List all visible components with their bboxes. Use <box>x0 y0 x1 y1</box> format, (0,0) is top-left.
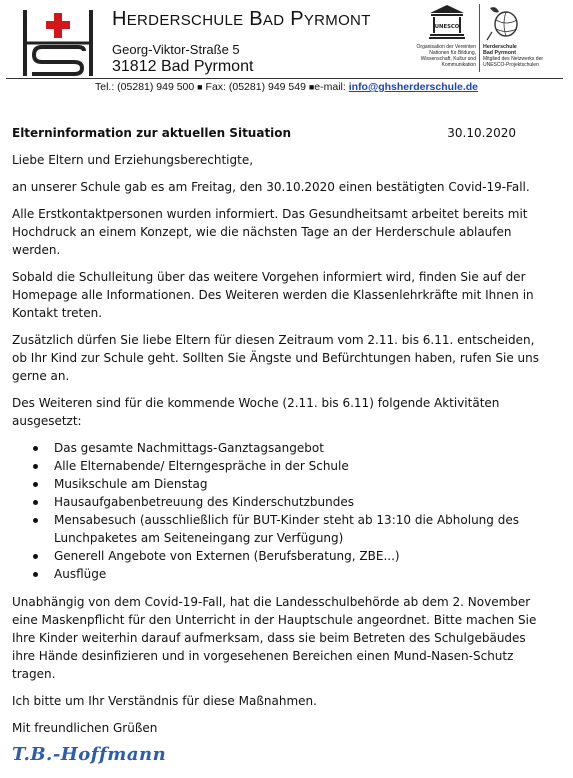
school-network-caption: Herderschule Bad Pyrmont Mitglied des Netzwerks der UNESCO-Projektschulen <box>483 44 544 68</box>
unesco-wordmark: UNESCO <box>434 24 460 30</box>
signature: T.B.-Hoffmann <box>12 744 167 765</box>
salutation: Liebe Eltern und Erziehungsberechtigte, <box>12 153 254 167</box>
school-name: HERDERSCHULE BAD PYRMONT <box>112 8 371 30</box>
letterhead-rule <box>6 78 563 79</box>
paragraph: Des Weiteren sind für die kommende Woche (2.11. bis 6.11) folgende Aktivitäten ausgesetzt: <box>12 396 500 428</box>
paragraph: Ich bitte um Ihr Verständnis für diese Maßnahmen. <box>12 694 317 708</box>
unesco-caption: Organisation der Vereinten Nationen für Bildung, Wissenschaft, Kultur und Kommunikation <box>416 44 476 68</box>
letterhead-divider <box>479 4 480 72</box>
letterhead <box>0 0 573 94</box>
list-item: Alle Elternabende/ Elterngespräche in der Schule <box>54 457 542 475</box>
contact-email-label: e-mail: <box>314 81 346 93</box>
paragraph: Alle Erstkontaktpersonen wurden informiert. Das Gesundheitsamt arbeitet bereits mit Hochdruck an einem Konzept, wie die nächsten Tage an der Herderschule ablaufen werden. <box>12 207 528 257</box>
letter-date: 30.10.2020 <box>447 126 516 140</box>
school-city: 31812 Bad Pyrmont <box>112 58 254 75</box>
paragraph: Unabhängig von dem Covid-19-Fall, hat die Landesschulbehörde ab dem 2. November eine Maskenpflicht für den Unterricht in der Hauptschule angeordnet. Bitte machen Sie Ihre Kinder weiterhin darauf aufmerksam, dass sie beim Betreten des Schulgebäudes ihre Hände desinfizieren und in vorgesehenen Bereichen einen Mund-Nasen-Schutz tragen. <box>12 595 537 681</box>
list-item: Mensabesuch (ausschließlich für BUT-Kinder steht ab 13:10 die Abholung des Lunchpaketes am Seiteneingang zur Verfügung) <box>54 511 542 547</box>
contact-line <box>0 81 573 93</box>
contact-fax: Fax: (05281) 949 549 <box>205 81 306 93</box>
paragraph: Sobald die Schulleitung über das weitere Vorgehen informiert wird, finden Sie auf der Homepage alle Informationen. Des Weiteren werden die Klassenlehrkräfte mit Ihnen in Kontakt treten. <box>12 270 534 320</box>
closing: Mit freundlichen Grüßen <box>12 721 158 735</box>
suspended-activities-list <box>12 439 542 583</box>
school-street: Georg-Viktor-Straße 5 <box>112 42 240 57</box>
separator-square-icon: ■ <box>308 82 315 92</box>
paragraph: Zusätzlich dürfen Sie liebe Eltern für diesen Zeitraum vom 2.11. bis 6.11. entscheiden, ob Ihr Kind zur Schule geht. Sollten Sie Ängste und Befürchtungen haben, rufen Sie uns gerne an. <box>12 333 539 383</box>
subject-row <box>12 124 542 142</box>
list-item: Musikschule am Dienstag <box>54 475 542 493</box>
list-item: Ausflüge <box>54 565 542 583</box>
school-network-emblem-icon <box>484 2 524 42</box>
list-item: Generell Angebote von Externen (Berufsberatung, ZBE...) <box>54 547 542 565</box>
list-item: Das gesamte Nachmittags-Ganztagsangebot <box>54 439 542 457</box>
separator-square-icon: ■ <box>197 82 203 92</box>
letter-body <box>12 124 542 764</box>
unesco-temple-icon <box>428 4 466 40</box>
paragraph: an unserer Schule gab es am Freitag, den 30.10.2020 einen bestätigten Covid-19-Fall. <box>12 180 530 194</box>
list-item: Hausaufgabenbetreuung des Kinderschutzbundes <box>54 493 542 511</box>
contact-email-link[interactable]: info@ghsherderschule.de <box>348 81 478 93</box>
contact-phone: Tel.: (05281) 949 500 <box>95 81 195 93</box>
school-logo-icon <box>22 8 94 78</box>
letter-subject: Elterninformation zur aktuellen Situation <box>12 126 292 140</box>
